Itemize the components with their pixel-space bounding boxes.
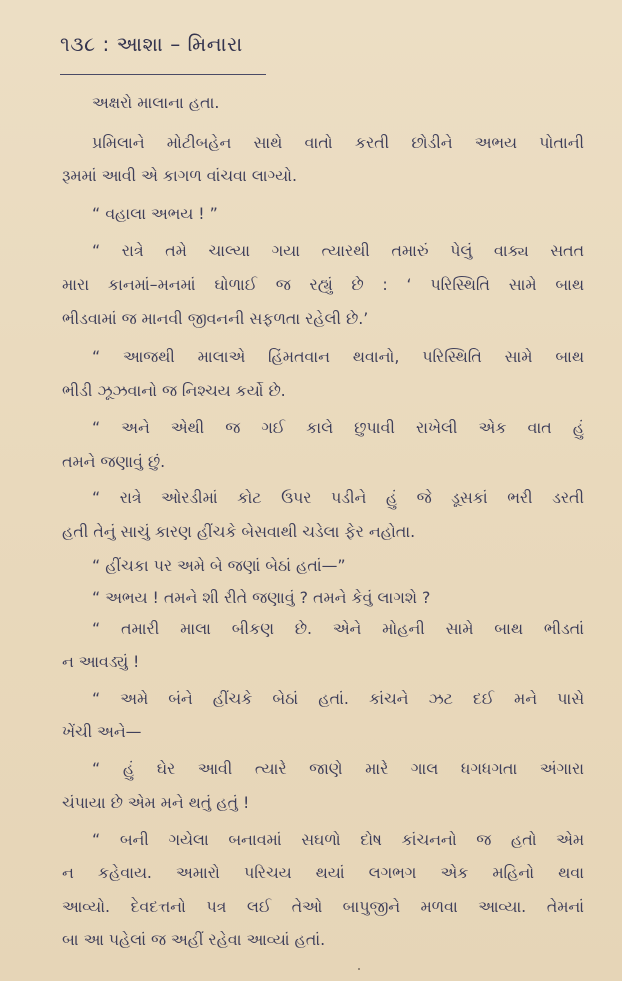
text-line: “ હું ઘેર આવી ત્યારે જાણે મારે ગાલ ધગધગતા અંગારા bbox=[92, 759, 584, 778]
text-line: રૂમમાં આવી એ કાગળ વાંચવા લાગ્યો. bbox=[62, 166, 298, 185]
text-line: આવ્યો. દેવદત્તનો પત્ર લઈ તેઓ બાપુજીને મળવા આવ્યા. તેમનાં bbox=[62, 896, 584, 916]
paragraph bbox=[92, 86, 584, 120]
text-line: “ અમે બંને હીંચકે બેઠાં હતાં. કાંચને ઝટ દઈ મને પાસે bbox=[92, 689, 584, 708]
paragraph bbox=[92, 411, 584, 445]
text-line: અક્ષરો માલાના હતા. bbox=[92, 93, 220, 112]
paragraph-continuation bbox=[62, 715, 584, 749]
text-line: “ અભય ! તમને શી રીતે જણાવું ? તમને કેવું લાગશે ? bbox=[92, 588, 431, 607]
text-line: ભીડવામાં જ માનવી જીવનની સફળતા રહેલી છે.’ bbox=[62, 308, 369, 328]
text-line: બા આ પહેલાં જ અહીં રહેવા આવ્યાં હતાં. bbox=[62, 930, 326, 949]
text-line: પ્રમિલાને મોટીબહેન સાથે વાતો કરતી છોડીને અભય પોતાની bbox=[92, 133, 584, 152]
print-speck bbox=[358, 968, 360, 970]
paragraph bbox=[92, 823, 584, 857]
paragraph bbox=[92, 549, 584, 583]
text-line: “ રાત્રે ઓરડીમાં કોટ ઉપર પડીને હું જે ડૂસકાં ભરી ડરતી bbox=[92, 488, 584, 507]
paragraph-continuation bbox=[62, 856, 584, 957]
paragraph bbox=[92, 234, 584, 268]
paragraph-continuation bbox=[62, 159, 584, 193]
paragraph bbox=[92, 581, 584, 615]
paragraph-continuation bbox=[62, 445, 584, 479]
text-line: ન આવડ્યું ! bbox=[62, 652, 140, 671]
paragraph-continuation bbox=[62, 786, 584, 820]
text-line: “ રાત્રે તમે ચાલ્યા ગયા ત્યારથી તમારું પેલું વાક્ય સતત bbox=[92, 241, 584, 260]
paragraph-continuation bbox=[62, 374, 584, 408]
text-line: “ બની ગયેલા બનાવમાં સઘળો દોષ કાંચનનો જ હતો એમ bbox=[92, 830, 584, 849]
paragraph bbox=[92, 752, 584, 786]
text-line: “ આજથી માલાએ હિંમતવાન થવાનો, પરિસ્થિતિ સામે બાથ bbox=[92, 347, 584, 366]
text-line: ભીડી ઝૂઝવાનો જ નિશ્ચય કર્યો છે. bbox=[62, 381, 286, 400]
page-header: ૧૩૮ : આશા – મિનારા bbox=[60, 32, 243, 56]
text-line: તમને જણાવું છું. bbox=[62, 452, 166, 471]
text-line: “ વહાલા અભય ! ” bbox=[92, 204, 218, 223]
paragraph-continuation bbox=[62, 515, 584, 549]
header-rule bbox=[60, 74, 266, 75]
text-line: “ તમારી માલા બીકણ છે. એને મોહની સામે બાથ ભીડતાં bbox=[92, 619, 584, 638]
paragraph-continuation bbox=[62, 645, 584, 679]
text-line: ન કહેવાય. અમારો પરિચય થયાં લગભગ એક મહિનો થવા bbox=[62, 863, 584, 882]
paragraph-continuation bbox=[62, 268, 584, 335]
text-line: મારા કાનમાં–મનમાં ઘોળાઈ જ રહ્યું છે : ‘ પરિસ્થિતિ સામે બાથ bbox=[62, 275, 584, 294]
text-line: હતી તેનું સાચું કારણ હીંચકે બેસવાથી ચડેલા ફેર નહોતા. bbox=[62, 522, 416, 541]
paragraph bbox=[92, 481, 584, 515]
paragraph bbox=[92, 340, 584, 374]
text-line: “ અને એથી જ ગઈ કાલે છુપાવી રાખેલી એક વાત હું bbox=[92, 418, 584, 437]
text-line: ખેંચી અને— bbox=[62, 722, 142, 741]
paragraph bbox=[92, 126, 584, 160]
paragraph bbox=[92, 612, 584, 646]
paragraph bbox=[92, 197, 584, 231]
text-line: “ હીંચકા પર અમે બે જણાં બેઠાં હતાં—” bbox=[92, 556, 346, 575]
text-line: ચંપાયા છે એમ મને થતું હતું ! bbox=[62, 793, 250, 812]
paragraph bbox=[92, 682, 584, 716]
